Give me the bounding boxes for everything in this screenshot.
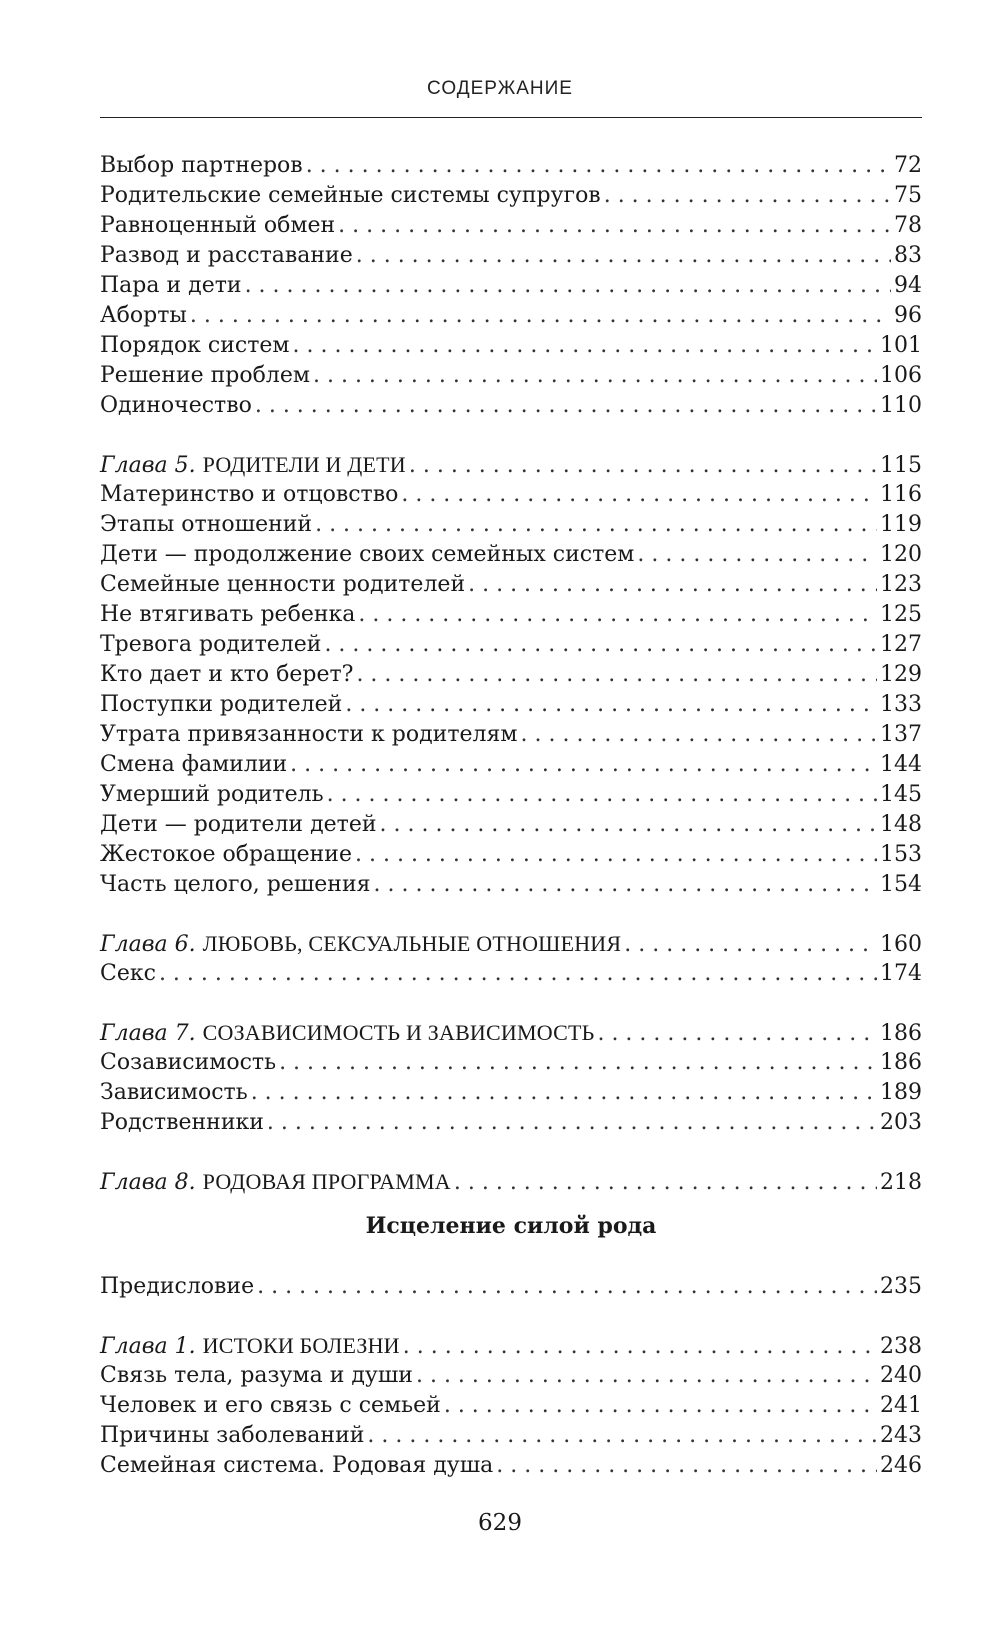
leader-dots — [251, 1078, 877, 1108]
leader-dots — [327, 780, 877, 810]
toc-entry-page: 115 — [880, 453, 922, 478]
toc-entry-title: Одиночество — [100, 393, 252, 418]
page-number: 629 — [478, 1510, 522, 1536]
toc-entry-page: 218 — [880, 1170, 922, 1195]
toc-entry-title: Причины заболеваний — [100, 1423, 365, 1448]
toc-entry-title: Пара и дети — [100, 273, 242, 298]
toc-entry-title: Дети — продолжение своих семейных систем — [100, 542, 635, 567]
toc-entry-page: 246 — [880, 1453, 922, 1478]
leader-dots — [345, 690, 877, 720]
toc-entry-page: 116 — [880, 482, 922, 507]
table-of-contents — [100, 151, 922, 1481]
leader-dots — [306, 151, 891, 181]
toc-entry-page: 125 — [880, 602, 922, 627]
leader-dots — [380, 810, 877, 840]
leader-dots — [355, 840, 877, 870]
leader-dots — [604, 181, 891, 211]
toc-entry-title: Зависимость — [100, 1080, 248, 1105]
toc-entry-page: 119 — [880, 512, 922, 537]
toc-entry-page: 148 — [880, 812, 922, 837]
toc-entry-title: Созависимость — [100, 1050, 277, 1075]
leader-dots — [403, 1332, 877, 1362]
leader-dots — [159, 959, 877, 989]
toc-entry-title: Родительские семейные системы супругов — [100, 183, 601, 208]
toc-entry-title: Жестокое обращение — [100, 842, 352, 867]
running-title: СОДЕРЖАНИЕ — [427, 78, 573, 99]
toc-entry[interactable] — [100, 780, 922, 810]
chapter-title: ЛЮБОВЬ, СЕКСУАЛЬНЫЕ ОТНОШЕНИЯ — [202, 931, 622, 956]
toc-entry-title: Поступки родителей — [100, 692, 343, 717]
leader-dots — [338, 211, 891, 241]
toc-entry[interactable] — [100, 151, 922, 181]
leader-dots — [245, 271, 891, 301]
toc-entry-title: Дети — родители детей — [100, 812, 377, 837]
toc-entry-title: Равноценный обмен — [100, 213, 336, 238]
toc-entry-page: 94 — [894, 273, 922, 298]
chapter-title: РОДОВАЯ ПРОГРАММА — [202, 1169, 451, 1194]
toc-entry-title: Человек и его связь с семьей — [100, 1393, 441, 1418]
leader-dots — [324, 630, 877, 660]
toc-entry-page: 75 — [894, 183, 922, 208]
toc-entry[interactable] — [100, 1391, 922, 1421]
toc-entry-page: 174 — [880, 961, 922, 986]
toc-entry-preface[interactable] — [100, 1272, 922, 1302]
toc-entry-page: 123 — [880, 572, 922, 597]
toc-entry-title: Аборты — [100, 303, 187, 328]
toc-entry-title: Утрата привязанности к родителям — [100, 722, 518, 747]
chapter-prefix: Глава 8. — [100, 1170, 196, 1195]
toc-entry-title: Родственники — [100, 1110, 264, 1135]
leader-dots — [290, 750, 877, 780]
toc-chapter-6[interactable] — [100, 929, 922, 959]
toc-entry[interactable] — [100, 241, 922, 271]
leader-dots — [267, 1108, 877, 1138]
toc-entry-title: Семейная система. Родовая душа — [100, 1453, 494, 1478]
chapter-title: СОЗАВИСИМОСТЬ И ЗАВИСИМОСТЬ — [202, 1020, 595, 1045]
toc-chapter-5[interactable] — [100, 450, 922, 480]
toc-entry-title: Не втягивать ребенка — [100, 602, 356, 627]
spacer — [100, 421, 922, 450]
toc-entry-page: 144 — [880, 752, 922, 777]
toc-entry[interactable] — [100, 840, 922, 870]
chapter-prefix: Глава 1. — [100, 1334, 196, 1359]
toc-entry-title: Смена фамилии — [100, 752, 288, 777]
toc-entry-title: Кто дает и кто берет? — [100, 662, 354, 687]
toc-entry[interactable] — [100, 870, 922, 900]
toc-entry[interactable] — [100, 1048, 922, 1078]
toc-entry[interactable] — [100, 600, 922, 630]
toc-chapter-8[interactable] — [100, 1167, 922, 1197]
leader-dots — [313, 361, 877, 391]
section-title: Исцеление силой рода — [365, 1213, 657, 1239]
leader-dots — [374, 870, 877, 900]
toc-entry[interactable] — [100, 1108, 922, 1138]
toc-entry-page: 145 — [880, 782, 922, 807]
toc-entry-page: 235 — [880, 1274, 922, 1299]
toc-entry[interactable] — [100, 540, 922, 570]
leader-dots — [444, 1391, 877, 1421]
toc-entry[interactable] — [100, 810, 922, 840]
toc-entry-page: 243 — [880, 1423, 922, 1448]
toc-entry-page: 238 — [880, 1334, 922, 1359]
toc-entry-title: Решение проблем — [100, 363, 310, 388]
toc-entry[interactable] — [100, 690, 922, 720]
toc-entry[interactable] — [100, 480, 922, 510]
chapter-prefix: Глава 5. — [100, 453, 196, 478]
leader-dots — [279, 1048, 877, 1078]
toc-entry-title: Материнство и отцовство — [100, 482, 399, 507]
toc-entry-page: 83 — [894, 243, 922, 268]
toc-entry-page: 106 — [880, 363, 922, 388]
toc-entry[interactable] — [100, 361, 922, 391]
spacer — [100, 1302, 922, 1331]
toc-entry-title: Предисловие — [100, 1274, 255, 1299]
toc-entry-page: 240 — [880, 1363, 922, 1388]
toc-entry[interactable] — [100, 630, 922, 660]
toc-entry-page: 78 — [894, 213, 922, 238]
toc-entry-page: 96 — [894, 303, 922, 328]
leader-dots — [255, 391, 877, 421]
toc-chapter-1[interactable] — [100, 1331, 922, 1361]
leader-dots — [454, 1168, 877, 1198]
toc-entry-title: Тревога родителей — [100, 632, 322, 657]
leader-dots — [637, 540, 877, 570]
leader-dots — [401, 480, 877, 510]
leader-dots — [468, 570, 877, 600]
toc-entry-title: Этапы отношений — [100, 512, 313, 537]
leader-dots — [409, 451, 877, 481]
header-rule — [100, 117, 922, 118]
leader-dots — [315, 510, 877, 540]
toc-entry-page: 133 — [880, 692, 922, 717]
toc-entry[interactable] — [100, 181, 922, 211]
leader-dots — [367, 1421, 877, 1451]
toc-entry[interactable] — [100, 660, 922, 690]
toc-entry-page: 186 — [880, 1021, 922, 1046]
toc-entry[interactable] — [100, 211, 922, 241]
toc-entry-page: 72 — [894, 153, 922, 178]
toc-entry[interactable] — [100, 720, 922, 750]
toc-entry-page: 186 — [880, 1050, 922, 1075]
toc-entry-page: 101 — [880, 333, 922, 358]
toc-entry-page: 203 — [880, 1110, 922, 1135]
toc-entry[interactable] — [100, 1451, 922, 1481]
leader-dots — [496, 1451, 877, 1481]
chapter-title: РОДИТЕЛИ И ДЕТИ — [202, 452, 406, 477]
leader-dots — [356, 241, 891, 271]
leader-dots — [190, 301, 891, 331]
toc-entry[interactable] — [100, 1078, 922, 1108]
toc-entry-page: 137 — [880, 722, 922, 747]
toc-entry-title: Порядок систем — [100, 333, 290, 358]
toc-entry-page: 189 — [880, 1080, 922, 1105]
leader-dots — [597, 1019, 877, 1049]
toc-entry[interactable] — [100, 1421, 922, 1451]
spacer — [100, 900, 922, 929]
toc-entry-page: 154 — [880, 872, 922, 897]
toc-entry-title: Семейные ценности родителей — [100, 572, 466, 597]
toc-entry[interactable] — [100, 301, 922, 331]
leader-dots — [293, 331, 877, 361]
toc-entry-page: 127 — [880, 632, 922, 657]
leader-dots — [416, 1361, 877, 1391]
toc-entry-page: 153 — [880, 842, 922, 867]
toc-entry[interactable] — [100, 510, 922, 540]
toc-entry[interactable] — [100, 1361, 922, 1391]
toc-entry[interactable] — [100, 271, 922, 301]
toc-entry-page: 241 — [880, 1393, 922, 1418]
chapter-title: ИСТОКИ БОЛЕЗНИ — [202, 1333, 400, 1358]
toc-entry-title: Связь тела, разума и души — [100, 1363, 413, 1388]
toc-entry-page: 110 — [880, 393, 922, 418]
leader-dots — [257, 1272, 877, 1302]
leader-dots — [624, 930, 877, 960]
toc-entry-page: 129 — [880, 662, 922, 687]
toc-entry[interactable] — [100, 391, 922, 421]
toc-entry[interactable] — [100, 331, 922, 361]
toc-entry-title: Часть целого, решения — [100, 872, 371, 897]
leader-dots — [521, 720, 878, 750]
spacer — [100, 989, 922, 1018]
toc-entry[interactable] — [100, 959, 922, 989]
chapter-prefix: Глава 6. — [100, 932, 196, 957]
toc-entry[interactable] — [100, 750, 922, 780]
spacer — [100, 1138, 922, 1167]
toc-entry-title: Выбор партнеров — [100, 153, 303, 178]
toc-entry[interactable] — [100, 570, 922, 600]
leader-dots — [358, 600, 877, 630]
toc-entry-title: Развод и расставание — [100, 243, 353, 268]
toc-entry-page: 120 — [880, 542, 922, 567]
toc-entry-page: 160 — [880, 932, 922, 957]
chapter-prefix: Глава 7. — [100, 1021, 196, 1046]
toc-chapter-7[interactable] — [100, 1018, 922, 1048]
leader-dots — [356, 660, 877, 690]
toc-entry-title: Умерший родитель — [100, 782, 324, 807]
toc-entry-title: Секс — [100, 961, 156, 986]
